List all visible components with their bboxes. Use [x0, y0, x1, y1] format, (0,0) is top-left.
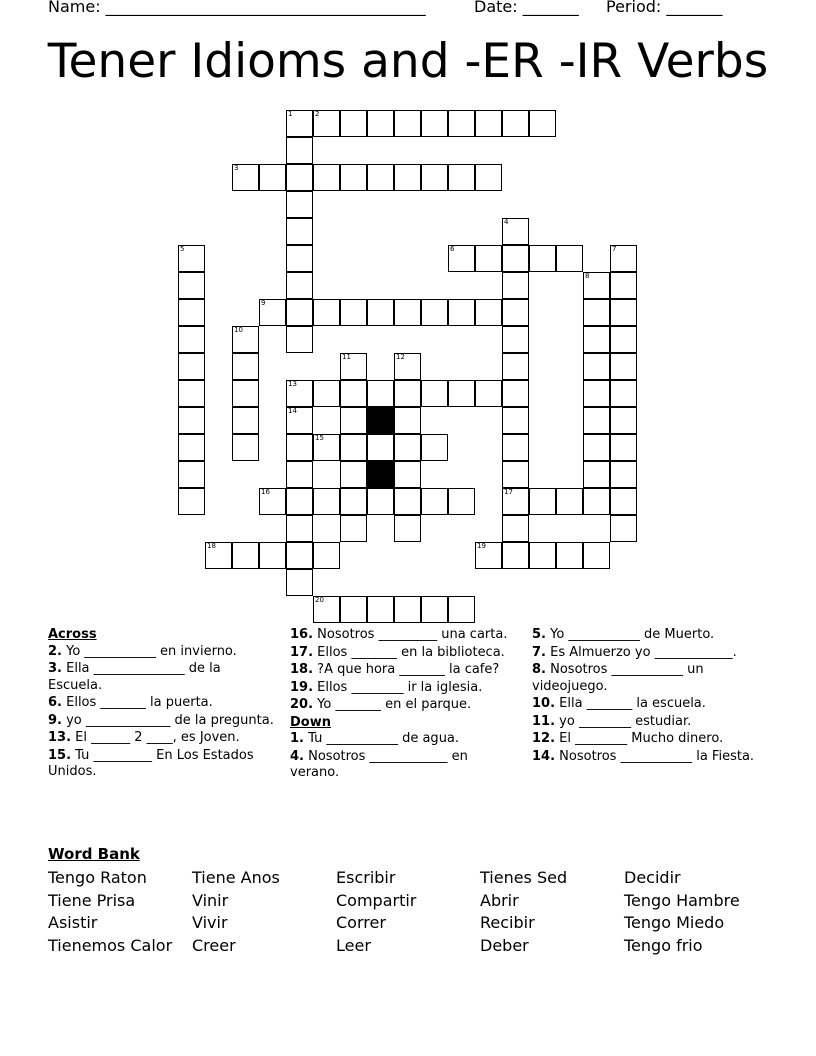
word-bank-column — [336, 867, 416, 958]
clue-number: 19 — [477, 542, 486, 550]
grid-cell[interactable] — [286, 542, 313, 569]
grid-cell[interactable] — [421, 488, 448, 515]
word-bank-entry: Vinir — [192, 890, 229, 910]
date-field-label: Date: _______ — [474, 0, 579, 16]
word-bank-entry: Tengo Raton — [48, 868, 147, 887]
clue-number-label: 15. — [48, 747, 72, 763]
clue-number: 3 — [234, 164, 239, 172]
grid-cell[interactable] — [610, 434, 637, 461]
clue-number: 6 — [450, 245, 455, 253]
clue-item — [48, 713, 276, 730]
clue-item — [290, 662, 518, 679]
grid-cell[interactable] — [178, 434, 205, 461]
grid-cell[interactable] — [340, 110, 367, 137]
clue-item — [290, 627, 518, 644]
clue-text: El ______ 2 ____, es Joven. — [71, 730, 240, 745]
clue-number-label: 8. — [532, 662, 546, 677]
grid-cell[interactable] — [232, 542, 259, 569]
grid-cell[interactable] — [394, 299, 421, 326]
grid-cell[interactable] — [340, 380, 367, 407]
grid-cell[interactable] — [394, 488, 421, 515]
grid-cell[interactable] — [340, 515, 367, 542]
clue-number: 8 — [585, 272, 590, 280]
grid-cell[interactable] — [421, 299, 448, 326]
grid-cell[interactable] — [583, 407, 610, 434]
grid-cell[interactable] — [475, 245, 502, 272]
grid-cell[interactable] — [421, 434, 448, 461]
clue-item — [532, 749, 760, 766]
grid-cell[interactable] — [286, 272, 313, 299]
clue-item — [290, 645, 518, 662]
grid-cell[interactable] — [583, 380, 610, 407]
grid-cell[interactable] — [583, 326, 610, 353]
grid-cell[interactable] — [259, 164, 286, 191]
word-bank-entry: Creer — [192, 936, 236, 956]
grid-cell[interactable] — [286, 488, 313, 515]
grid-cell[interactable] — [610, 461, 637, 488]
clue-number-label: 7. — [532, 644, 546, 660]
grid-cell[interactable] — [394, 164, 421, 191]
clue-number: 2 — [315, 110, 320, 118]
clue-text: Ellos ________ ir la iglesia. — [313, 679, 483, 695]
grid-cell[interactable] — [610, 380, 637, 407]
grid-cell[interactable] — [502, 515, 529, 542]
grid-cell[interactable] — [367, 434, 394, 461]
clues-column-1 — [48, 627, 276, 782]
clues-column-2 — [290, 627, 518, 783]
grid-cell[interactable] — [502, 110, 529, 137]
grid-cell[interactable] — [340, 164, 367, 191]
grid-cell[interactable] — [178, 407, 205, 434]
word-bank-entry: Tienes Sed — [480, 868, 568, 887]
grid-cell[interactable] — [475, 380, 502, 407]
grid-cell[interactable] — [313, 299, 340, 326]
grid-cell[interactable] — [529, 488, 556, 515]
grid-cell[interactable] — [394, 515, 421, 542]
grid-cell[interactable] — [556, 488, 583, 515]
grid-cell[interactable] — [286, 299, 313, 326]
word-bank-entry: Tienemos Calor — [48, 936, 173, 956]
word-bank-heading: Word Bank — [48, 845, 140, 863]
clue-item — [290, 697, 518, 714]
grid-cell[interactable] — [502, 353, 529, 380]
grid-cell[interactable] — [367, 299, 394, 326]
grid-cell[interactable] — [502, 272, 529, 299]
word-bank-column — [624, 867, 740, 958]
grid-cell[interactable] — [286, 191, 313, 218]
word-bank-entry: Tiene Prisa — [48, 890, 136, 910]
clue-number-label: 16. — [290, 627, 314, 642]
clue-item — [48, 748, 276, 781]
grid-cell[interactable] — [421, 596, 448, 623]
grid-cell[interactable] — [502, 461, 529, 488]
grid-cell[interactable] — [313, 542, 340, 569]
grid-cell[interactable] — [529, 110, 556, 137]
grid-cell[interactable] — [313, 488, 340, 515]
grid-cell[interactable] — [475, 164, 502, 191]
grid-cell[interactable] — [232, 434, 259, 461]
clue-text: El ________ Mucho dinero. — [555, 731, 724, 746]
word-bank-entry: Abrir — [480, 890, 519, 910]
grid-cell[interactable] — [340, 461, 367, 488]
grid-cell[interactable] — [178, 326, 205, 353]
clue-text: Tu _________ En Los Estados Unidos. — [48, 747, 254, 779]
grid-cell[interactable] — [286, 569, 313, 596]
clue-item — [532, 714, 760, 731]
grid-cell[interactable] — [502, 434, 529, 461]
clue-text: Tu ___________ de agua. — [303, 731, 460, 746]
word-bank-entry: Tengo frio — [624, 936, 703, 956]
clue-number: 11 — [342, 353, 351, 361]
grid-cell[interactable] — [421, 164, 448, 191]
across-heading: Across — [48, 627, 97, 642]
grid-cell[interactable] — [610, 299, 637, 326]
clue-number: 20 — [315, 596, 324, 604]
grid-cell[interactable] — [529, 542, 556, 569]
clue-number: 15 — [315, 434, 324, 442]
clue-number-label: 17. — [290, 644, 314, 660]
word-bank-entry: Vivir — [192, 913, 228, 933]
clue-number-label: 3. — [48, 661, 62, 676]
clue-item — [48, 644, 276, 661]
grid-cell[interactable] — [367, 380, 394, 407]
clue-text: Ella ______________ de la Escuela. — [48, 661, 221, 693]
word-bank-entry: Compartir — [336, 890, 417, 910]
grid-cell[interactable] — [583, 299, 610, 326]
grid-cell[interactable] — [286, 461, 313, 488]
word-bank-entry: Decidir — [624, 868, 681, 887]
grid-cell[interactable] — [178, 488, 205, 515]
grid-cell[interactable] — [502, 245, 529, 272]
clue-item — [290, 731, 518, 748]
clue-text: Nosotros _________ una carta. — [313, 627, 508, 642]
grid-cell[interactable] — [178, 272, 205, 299]
clue-item — [48, 730, 276, 747]
grid-cell[interactable] — [610, 515, 637, 542]
grid-cell[interactable] — [286, 515, 313, 542]
grid-cell[interactable] — [610, 326, 637, 353]
grid-cell[interactable] — [286, 434, 313, 461]
clue-item — [290, 680, 518, 697]
word-bank-column — [480, 867, 567, 958]
grid-cell[interactable] — [367, 110, 394, 137]
clue-text: Nosotros ___________ la Fiesta. — [555, 748, 755, 764]
grid-cell[interactable] — [232, 407, 259, 434]
clue-number-label: 20. — [290, 697, 314, 712]
grid-cell[interactable] — [421, 380, 448, 407]
word-bank-entry: Recibir — [480, 913, 535, 933]
clue-number-label: 18. — [290, 662, 314, 677]
word-bank-entry: Asistir — [48, 913, 98, 933]
clue-text: Es Almuerzo yo ____________. — [545, 644, 737, 660]
down-heading: Down — [290, 714, 331, 730]
period-field-label: Period: _______ — [606, 0, 723, 16]
grid-cell[interactable] — [448, 488, 475, 515]
clue-number: 7 — [612, 245, 617, 253]
word-bank-entry: Correr — [336, 913, 386, 933]
grid-cell[interactable] — [178, 461, 205, 488]
grid-cell[interactable] — [178, 380, 205, 407]
clue-number: 12 — [396, 353, 405, 361]
grid-cell[interactable] — [448, 110, 475, 137]
clue-number: 9 — [261, 299, 266, 307]
grid-cell[interactable] — [583, 542, 610, 569]
grid-cell[interactable] — [178, 299, 205, 326]
clue-item — [532, 662, 760, 695]
grid-cell[interactable] — [178, 353, 205, 380]
grid-cell[interactable] — [421, 110, 448, 137]
clue-number-label: 6. — [48, 695, 62, 710]
grid-cell[interactable] — [286, 245, 313, 272]
black-square — [367, 407, 394, 434]
grid-cell[interactable] — [502, 299, 529, 326]
grid-cell[interactable] — [475, 299, 502, 326]
grid-cell[interactable] — [583, 488, 610, 515]
grid-cell[interactable] — [286, 326, 313, 353]
word-bank-entry: Tengo Hambre — [624, 890, 740, 910]
clue-number-label: 12. — [532, 731, 556, 746]
grid-cell[interactable] — [583, 353, 610, 380]
clue-number: 10 — [234, 326, 243, 334]
grid-cell[interactable] — [232, 353, 259, 380]
grid-cell[interactable] — [394, 596, 421, 623]
clue-number: 13 — [288, 380, 297, 388]
grid-cell[interactable] — [340, 434, 367, 461]
grid-cell[interactable] — [502, 326, 529, 353]
word-bank-entry: Tengo Miedo — [624, 913, 725, 933]
clue-text: Nosotros ____________ en verano. — [290, 748, 468, 780]
page-title: Tener Idioms and -ER -IR Verbs — [47, 34, 769, 89]
grid-cell[interactable] — [448, 299, 475, 326]
clue-number: 5 — [180, 245, 185, 253]
grid-cell[interactable] — [367, 164, 394, 191]
clue-number-label: 2. — [48, 643, 62, 659]
clue-text: Ella _______ la escuela. — [555, 696, 706, 711]
clue-number: 16 — [261, 488, 270, 496]
clue-item — [532, 731, 760, 748]
grid-cell[interactable] — [340, 488, 367, 515]
clue-item — [532, 696, 760, 713]
clue-number: 4 — [504, 218, 509, 226]
clue-number-label: 10. — [532, 696, 556, 711]
clue-number-label: 13. — [48, 730, 72, 745]
clue-number-label: 5. — [532, 627, 546, 642]
grid-cell[interactable] — [394, 434, 421, 461]
clues-column-3 — [532, 627, 760, 766]
clue-text: yo _____________ de la pregunta. — [61, 712, 274, 728]
grid-cell[interactable] — [286, 137, 313, 164]
grid-cell[interactable] — [610, 488, 637, 515]
clue-text: Nosotros ___________ un videojuego. — [532, 662, 704, 694]
clue-text: Yo ___________ de Muerto. — [545, 627, 715, 642]
clue-text: Yo _______ en el parque. — [313, 697, 472, 712]
clue-number-label: 4. — [290, 748, 304, 764]
clue-item — [290, 749, 518, 782]
grid-cell[interactable] — [448, 380, 475, 407]
grid-cell[interactable] — [475, 110, 502, 137]
clue-item — [48, 695, 276, 712]
grid-cell[interactable] — [583, 461, 610, 488]
grid-cell[interactable] — [313, 380, 340, 407]
grid-cell[interactable] — [502, 380, 529, 407]
clue-item — [532, 645, 760, 662]
clue-text: ?A que hora _______ la cafe? — [313, 662, 500, 677]
clue-text: yo ________ estudiar. — [555, 713, 692, 729]
grid-cell[interactable] — [232, 380, 259, 407]
grid-cell[interactable] — [502, 542, 529, 569]
grid-cell[interactable] — [610, 353, 637, 380]
grid-cell[interactable] — [502, 407, 529, 434]
word-bank-entry: Escribir — [336, 868, 396, 887]
grid-cell[interactable] — [394, 380, 421, 407]
clue-text: Ellos _______ en la biblioteca. — [313, 644, 505, 660]
grid-cell[interactable] — [448, 164, 475, 191]
grid-cell[interactable] — [259, 542, 286, 569]
grid-cell[interactable] — [340, 596, 367, 623]
grid-cell[interactable] — [610, 272, 637, 299]
clue-number: 14 — [288, 407, 297, 415]
grid-cell[interactable] — [394, 110, 421, 137]
name-field-label: Name: ________________________________________ — [48, 0, 426, 16]
clue-text: Yo ___________ en invierno. — [61, 643, 237, 659]
word-bank-column — [48, 867, 172, 958]
clue-item — [48, 661, 276, 694]
grid-cell[interactable] — [610, 407, 637, 434]
clue-text: Ellos _______ la puerta. — [61, 695, 213, 710]
clue-number: 18 — [207, 542, 216, 550]
clue-number-label: 1. — [290, 731, 304, 746]
clue-number-label: 9. — [48, 712, 62, 728]
clue-number-label: 11. — [532, 713, 556, 729]
word-bank-entry: Leer — [336, 936, 371, 956]
clue-item — [532, 627, 760, 644]
grid-cell[interactable] — [583, 434, 610, 461]
grid-cell[interactable] — [394, 407, 421, 434]
clue-number-label: 14. — [532, 748, 556, 764]
grid-cell[interactable] — [556, 542, 583, 569]
word-bank-entry: Deber — [480, 936, 529, 956]
grid-cell[interactable] — [340, 299, 367, 326]
grid-cell[interactable] — [367, 596, 394, 623]
black-square — [367, 461, 394, 488]
grid-cell[interactable] — [394, 461, 421, 488]
grid-cell[interactable] — [367, 488, 394, 515]
clue-number: 1 — [288, 110, 293, 118]
grid-cell[interactable] — [448, 596, 475, 623]
grid-cell[interactable] — [313, 164, 340, 191]
grid-cell[interactable] — [556, 245, 583, 272]
clue-number: 17 — [504, 488, 513, 496]
grid-cell[interactable] — [286, 218, 313, 245]
word-bank-entry: Tiene Anos — [192, 868, 280, 887]
grid-cell[interactable] — [529, 245, 556, 272]
clue-number-label: 19. — [290, 679, 314, 695]
word-bank-column — [192, 867, 280, 958]
grid-cell[interactable] — [340, 407, 367, 434]
grid-cell[interactable] — [286, 164, 313, 191]
